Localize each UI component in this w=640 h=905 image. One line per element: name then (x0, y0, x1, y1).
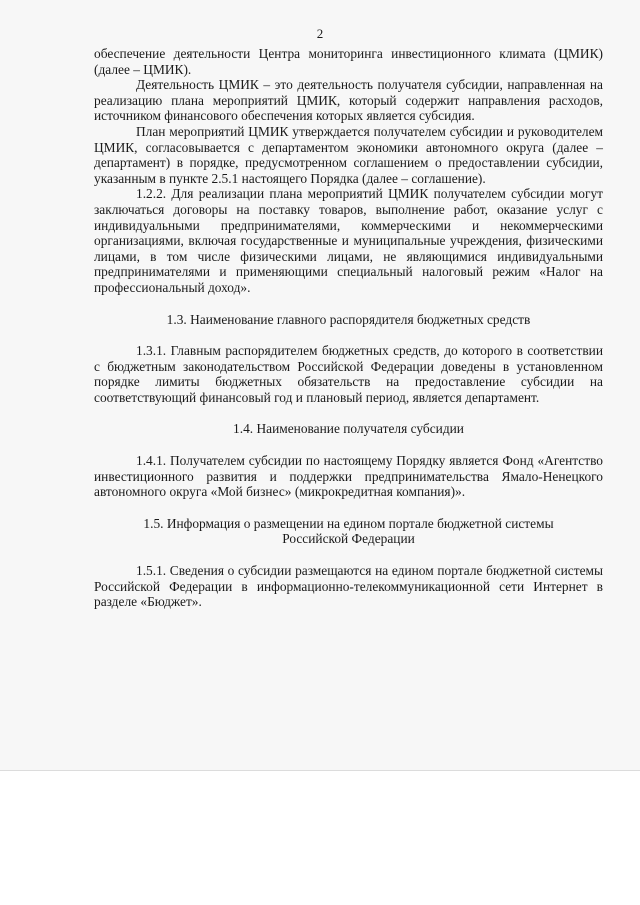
paragraph: 1.2.2. Для реализации плана мероприятий ЦМИК получателем субсидии могут заключаться договоры на поставку товаров, выполнение работ, оказание услуг с индивидуальными предпринимателями, коммерческими и некоммерческими организациями, включая государственные и муниципальные учреждения, физическими лицами, в том числе физическими лицами, не являющимися индивидуальными предпринимателями и применяющими специальный налоговый режим «Налог на профессиональный доход». (94, 186, 603, 295)
section-heading-1-5 (94, 516, 603, 547)
paragraph: 1.3.1. Главным распорядителем бюджетных средств, до которого в соответствии с бюджетным законодательством Российской Федерации доведены в установленном порядке лимиты бюджетных обязательств на предоставление субсидии на соответствующий финансовый год и плановый период, является департамент. (94, 343, 603, 405)
section-heading-line: 1.5. Информация о размещении на едином портале бюджетной системы (143, 515, 554, 531)
paragraph: 1.5.1. Сведения о субсидии размещаются на едином портале бюджетной системы Российской Федерации в информационно-телекоммуникационной сети Интернет в разделе «Бюджет». (94, 563, 603, 610)
blank-margin (0, 771, 640, 905)
paragraph: Деятельность ЦМИК – это деятельность получателя субсидии, направленная на реализацию плана мероприятий ЦМИК, который содержит направления расходов, источником финансового обеспечения которых является субсидия. (94, 77, 603, 124)
section-heading-1-3: 1.3. Наименование главного распорядителя бюджетных средств (166, 311, 531, 327)
section-heading-1-4: 1.4. Наименование получателя субсидии (233, 421, 464, 437)
document-body (94, 46, 603, 610)
section-heading-line: Российской Федерации (282, 531, 415, 547)
paragraph: обеспечение деятельности Центра мониторинга инвестиционного климата (ЦМИК) (далее – ЦМИК). (94, 46, 603, 77)
page-number: 2 (316, 26, 324, 41)
paragraph: План мероприятий ЦМИК утверждается получателем субсидии и руководителем ЦМИК, согласовывается с департаментом экономики автономного округа (далее – департамент) в порядке, предусмотренном соглашением о предоставлении субсидии, указанным в пункте 2.5.1 настоящего Порядка (далее – соглашение). (94, 123, 603, 186)
paragraph: 1.4.1. Получателем субсидии по настоящему Порядку является Фонд «Агентство инвестиционного развития и поддержки предпринимательства Ямало-Ненецкого автономного округа «Мой бизнес» (микрокредитная компания)». (94, 453, 603, 500)
